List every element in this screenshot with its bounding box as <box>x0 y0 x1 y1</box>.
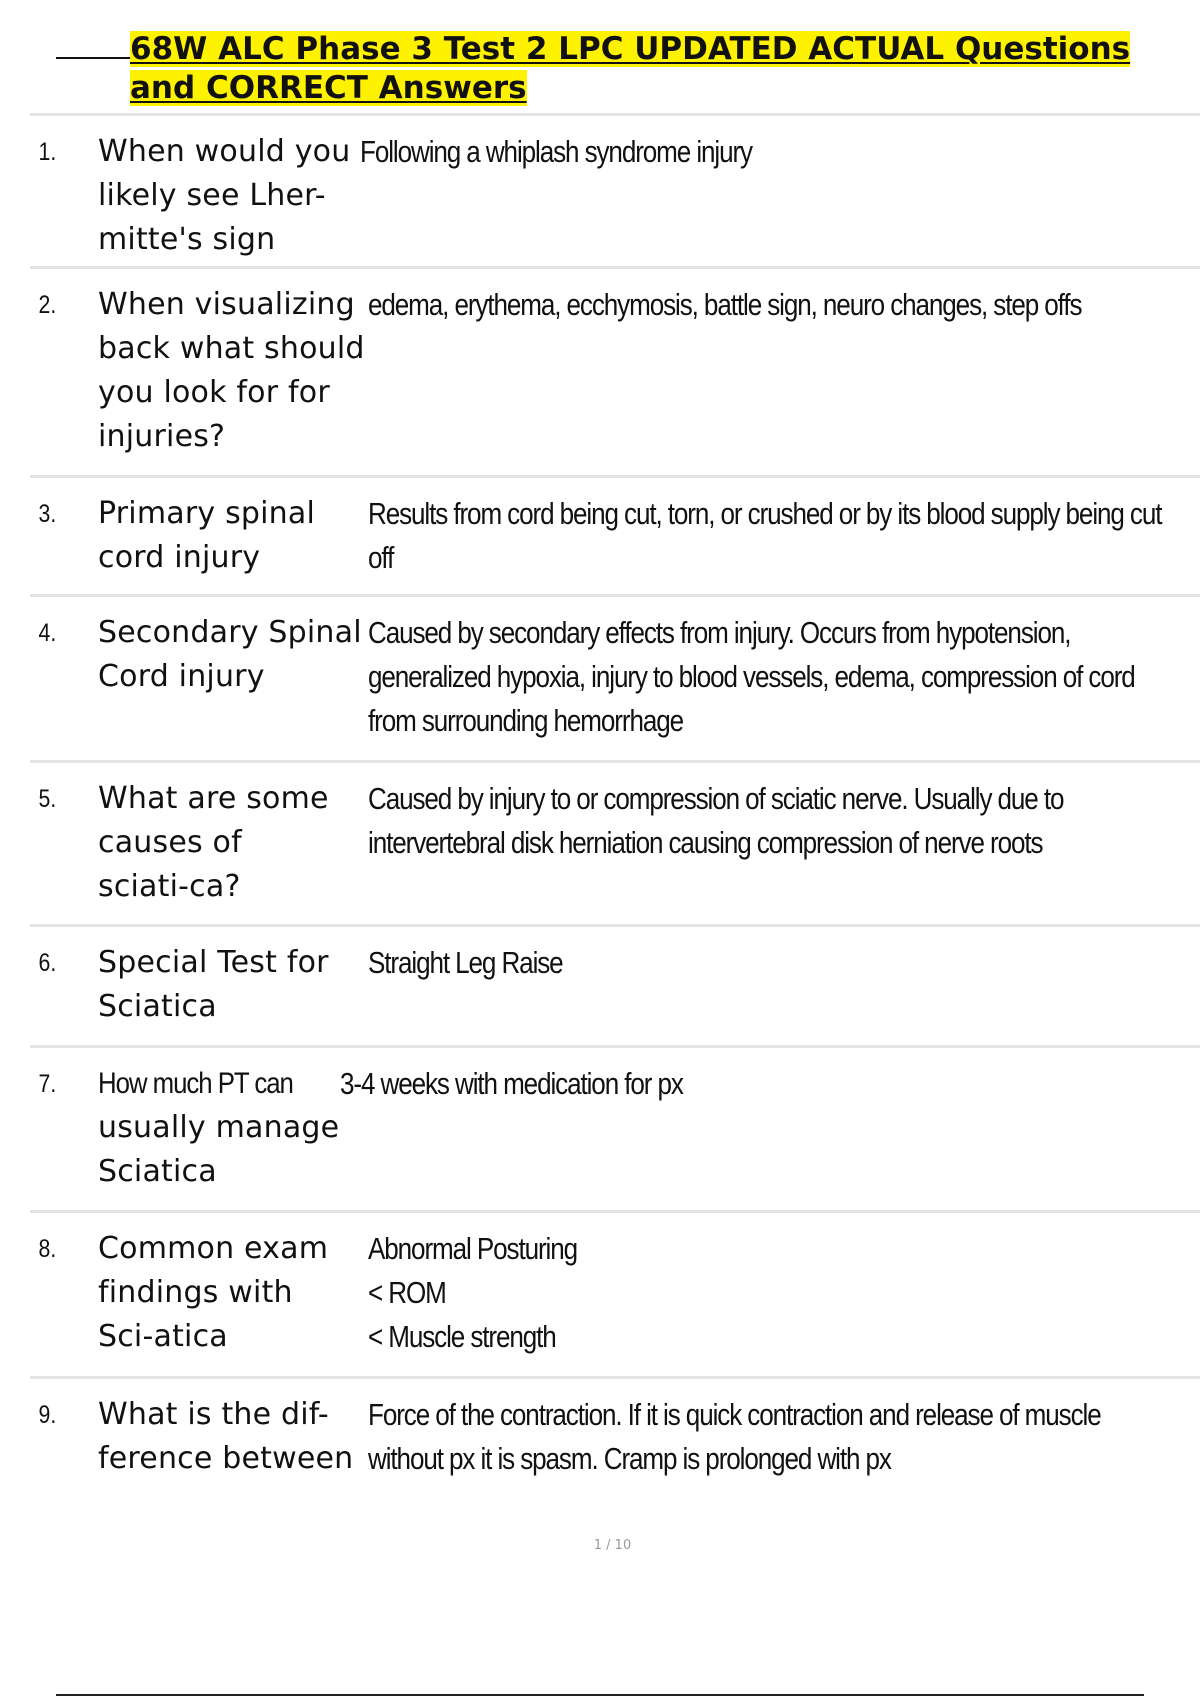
document-title <box>130 30 1180 108</box>
question-number: 2. <box>38 291 57 319</box>
question-text <box>98 1062 348 1194</box>
question-text: When visualizing back what should you look for for injuries? <box>98 287 365 454</box>
question-text: Secondary Spinal Cord injury <box>98 615 362 694</box>
question-text: Common exam findings with Sci-atica <box>98 1231 329 1354</box>
qa-row-8 <box>30 1213 1200 1379</box>
qa-row-1 <box>30 116 1200 269</box>
qa-row-6 <box>30 927 1200 1048</box>
answer-text: Force of the contraction. If it is quick contraction and release of muscle without px it is spasm. Cramp is prolonged with px <box>368 1397 1101 1476</box>
answer-text: Following a whiplash syndrome injury <box>360 134 752 169</box>
question-number: 8. <box>38 1235 57 1263</box>
qa-list <box>30 113 1200 1499</box>
question-text: What is the dif-ference between <box>98 1397 354 1476</box>
page-indicator: 1 / 10 <box>593 1538 632 1553</box>
question-number: 6. <box>38 949 57 977</box>
question-number: 3. <box>38 500 57 528</box>
question-text: Primary spinal cord injury <box>98 496 316 575</box>
answer-text: Straight Leg Raise <box>368 945 563 980</box>
question-text: When would you likely see Lher-mitte's sign <box>98 134 351 257</box>
answer-text: edema, erythema, ecchymosis, battle sign, neuro changes, step offs <box>368 287 1082 322</box>
question-text-rest: usually manage Sciatica <box>98 1110 340 1189</box>
qa-row-7 <box>30 1048 1200 1213</box>
question-text: Special Test for Sciatica <box>98 945 329 1024</box>
question-number: 7. <box>38 1070 57 1098</box>
question-text: What are some causes of sciati-ca? <box>98 781 329 904</box>
answer-text: Caused by secondary effects from injury. Occurs from hypotension, generalized hypoxia, injury to blood vessels, edema, compression of cord from surrounding hemorrhage <box>368 615 1135 738</box>
question-number: 1. <box>38 138 57 166</box>
document-title-text: 68W ALC Phase 3 Test 2 LPC UPDATED ACTUAL Questions and CORRECT Answers <box>130 31 1131 106</box>
question-number: 5. <box>38 785 57 813</box>
qa-row-5 <box>30 763 1200 927</box>
question-text-first-line: How much PT can <box>98 1067 293 1100</box>
qa-row-3 <box>30 478 1200 597</box>
bottom-rule <box>56 1694 1144 1696</box>
question-number: 4. <box>38 619 57 647</box>
question-number: 9. <box>38 1401 57 1429</box>
title-lead-rule <box>56 57 130 59</box>
qa-row-4 <box>30 597 1200 763</box>
answer-text: Abnormal Posturing < ROM < Muscle strength <box>368 1231 578 1354</box>
answer-text: 3-4 weeks with medication for px <box>340 1066 683 1101</box>
qa-row-9 <box>30 1379 1200 1499</box>
answer-text: Caused by injury to or compression of sciatic nerve. Usually due to intervertebral disk herniation causing compression of nerve roots <box>368 781 1064 860</box>
answer-text: Results from cord being cut, torn, or crushed or by its blood supply being cut off <box>368 496 1162 575</box>
qa-row-2 <box>30 269 1200 478</box>
